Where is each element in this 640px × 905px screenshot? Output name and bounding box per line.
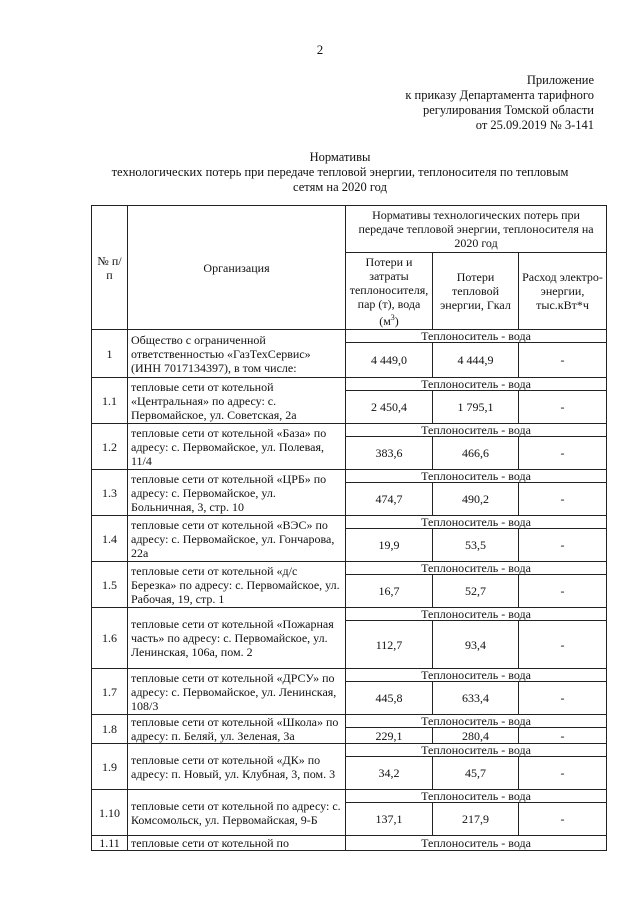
row-power-value: - xyxy=(519,483,607,516)
row-carrier: Теплоноситель - вода xyxy=(346,470,607,483)
row-water-value: 4 449,0 xyxy=(346,343,433,378)
row-carrier: Теплоноситель - вода xyxy=(346,744,607,757)
header-heat-losses: Потери тепловой энергии, Гкал xyxy=(433,253,519,330)
row-number: 1.8 xyxy=(92,715,128,744)
row-carrier: Теплоноситель - вода xyxy=(346,424,607,437)
row-power-value: - xyxy=(519,575,607,608)
appendix-line-4: от 25.09.2019 № 3-141 xyxy=(475,118,594,132)
row-carrier: Теплоноситель - вода xyxy=(346,378,607,391)
table-row xyxy=(92,424,607,437)
row-power-value: - xyxy=(519,728,607,744)
row-water-value: 34,2 xyxy=(346,757,433,790)
appendix-line-2: к приказу Департамента тарифного xyxy=(405,88,594,102)
table-row xyxy=(92,715,607,728)
row-organization: Общество с ограниченной ответственностью «ГазТехСервис» (ИНН 7017134397), в том числе: xyxy=(128,330,346,378)
title-line-3: сетям на 2020 год xyxy=(293,180,387,194)
table-row xyxy=(92,516,607,529)
table-row xyxy=(92,378,607,391)
header-num: № п/п xyxy=(92,206,128,330)
row-power-value: - xyxy=(519,343,607,378)
row-organization: тепловые сети от котельной «ДК» по адресу: п. Новый, ул. Клубная, 3, пом. 3 xyxy=(128,744,346,790)
row-power-value: - xyxy=(519,757,607,790)
row-water-value: 383,6 xyxy=(346,437,433,470)
row-power-value: - xyxy=(519,391,607,424)
table-header-row xyxy=(92,206,607,253)
row-carrier: Теплоноситель - вода xyxy=(346,608,607,621)
row-heat-value: 1 795,1 xyxy=(433,391,519,424)
row-heat-value: 52,7 xyxy=(433,575,519,608)
row-organization: тепловые сети от котельной «База» по адресу: с. Первомайское, ул. Полевая, 11/4 xyxy=(128,424,346,470)
header-organization: Организация xyxy=(128,206,346,330)
row-water-value: 229,1 xyxy=(346,728,433,744)
row-heat-value: 93,4 xyxy=(433,621,519,669)
row-power-value: - xyxy=(519,437,607,470)
table-row xyxy=(92,608,607,621)
row-organization: тепловые сети от котельной по xyxy=(128,836,346,851)
row-heat-value: 280,4 xyxy=(433,728,519,744)
row-water-value: 137,1 xyxy=(346,803,433,836)
table-row xyxy=(92,836,607,851)
table-row xyxy=(92,330,607,343)
page-number: 2 xyxy=(316,42,324,57)
appendix-block xyxy=(405,73,594,133)
row-water-value: 445,8 xyxy=(346,682,433,715)
document-title xyxy=(90,150,590,195)
header-water-losses: Потери и затраты теплоносителя, пар (т), вода $(м^3)$ xyxy=(346,253,433,330)
appendix-line-1: Приложение xyxy=(526,73,594,87)
table-row xyxy=(92,744,607,757)
row-water-value: 474,7 xyxy=(346,483,433,516)
row-organization: тепловые сети от котельной «Школа» по адресу: п. Беляй, ул. Зеленая, 3а xyxy=(128,715,346,744)
row-number: 1.9 xyxy=(92,744,128,790)
norms-table xyxy=(91,205,607,851)
row-carrier: Теплоноситель - вода xyxy=(346,516,607,529)
row-number: 1.2 xyxy=(92,424,128,470)
table-row xyxy=(92,562,607,575)
row-organization: тепловые сети от котельной по адресу: с. Комсомольск, ул. Первомайская, 9-Б xyxy=(128,790,346,836)
row-carrier: Теплоноситель - вода xyxy=(346,330,607,343)
row-organization: тепловые сети от котельной «Пожарная часть» по адресу: с. Первомайское, ул. Ленинская, 106а, пом. 2 xyxy=(128,608,346,669)
row-organization: тепловые сети от котельной «ВЭС» по адресу: с. Первомайское, ул. Гончарова, 22а xyxy=(128,516,346,562)
row-water-value: 112,7 xyxy=(346,621,433,669)
row-water-value: 19,9 xyxy=(346,529,433,562)
table-row xyxy=(92,790,607,803)
row-heat-value: 53,5 xyxy=(433,529,519,562)
row-power-value: - xyxy=(519,529,607,562)
row-organization: тепловые сети от котельной «ДРСУ» по адресу: с. Первомайское, ул. Ленинская, 108/3 xyxy=(128,669,346,715)
row-water-value: 16,7 xyxy=(346,575,433,608)
row-carrier: Теплоноситель - вода xyxy=(346,669,607,682)
row-heat-value: 490,2 xyxy=(433,483,519,516)
row-carrier: Теплоноситель - вода xyxy=(346,790,607,803)
row-power-value: - xyxy=(519,803,607,836)
row-number: 1.6 xyxy=(92,608,128,669)
row-water-value: 2 450,4 xyxy=(346,391,433,424)
row-heat-value: 217,9 xyxy=(433,803,519,836)
row-number: 1.11 xyxy=(92,836,128,851)
row-number: 1.10 xyxy=(92,790,128,836)
row-number: 1.7 xyxy=(92,669,128,715)
row-number: 1 xyxy=(92,330,128,378)
row-heat-value: 4 444,9 xyxy=(433,343,519,378)
row-power-value: - xyxy=(519,682,607,715)
row-number: 1.3 xyxy=(92,470,128,516)
title-line-2: технологических потерь при передаче тепловой энергии, теплоносителя по тепловым xyxy=(111,165,569,179)
row-carrier: Теплоноситель - вода xyxy=(346,715,607,728)
row-number: 1.1 xyxy=(92,378,128,424)
row-carrier: Теплоноситель - вода xyxy=(346,836,607,851)
title-line-1: Нормативы xyxy=(309,150,371,164)
table-row xyxy=(92,669,607,682)
row-organization: тепловые сети от котельной «ЦРБ» по адресу: с. Первомайское, ул. Больничная, 3, стр. 10 xyxy=(128,470,346,516)
row-heat-value: 466,6 xyxy=(433,437,519,470)
row-organization: тепловые сети от котельной «д/с Березка» по адресу: с. Первомайское, ул. Рабочая, 19, стр. 1 xyxy=(128,562,346,608)
header-power-usage: Расход электро-энергии, тыс.кВт*ч xyxy=(519,253,607,330)
row-number: 1.5 xyxy=(92,562,128,608)
row-carrier: Теплоноситель - вода xyxy=(346,562,607,575)
row-heat-value: 633,4 xyxy=(433,682,519,715)
row-heat-value: 45,7 xyxy=(433,757,519,790)
header-norms-group: Нормативы технологических потерь при передаче тепловой энергии, теплоносителя на 2020 год xyxy=(346,206,607,253)
row-organization: тепловые сети от котельной «Центральная» по адресу: с. Первомайское, ул. Советская, 2а xyxy=(128,378,346,424)
appendix-line-3: регулирования Томской области xyxy=(422,103,594,117)
row-power-value: - xyxy=(519,621,607,669)
row-number: 1.4 xyxy=(92,516,128,562)
table-row xyxy=(92,470,607,483)
